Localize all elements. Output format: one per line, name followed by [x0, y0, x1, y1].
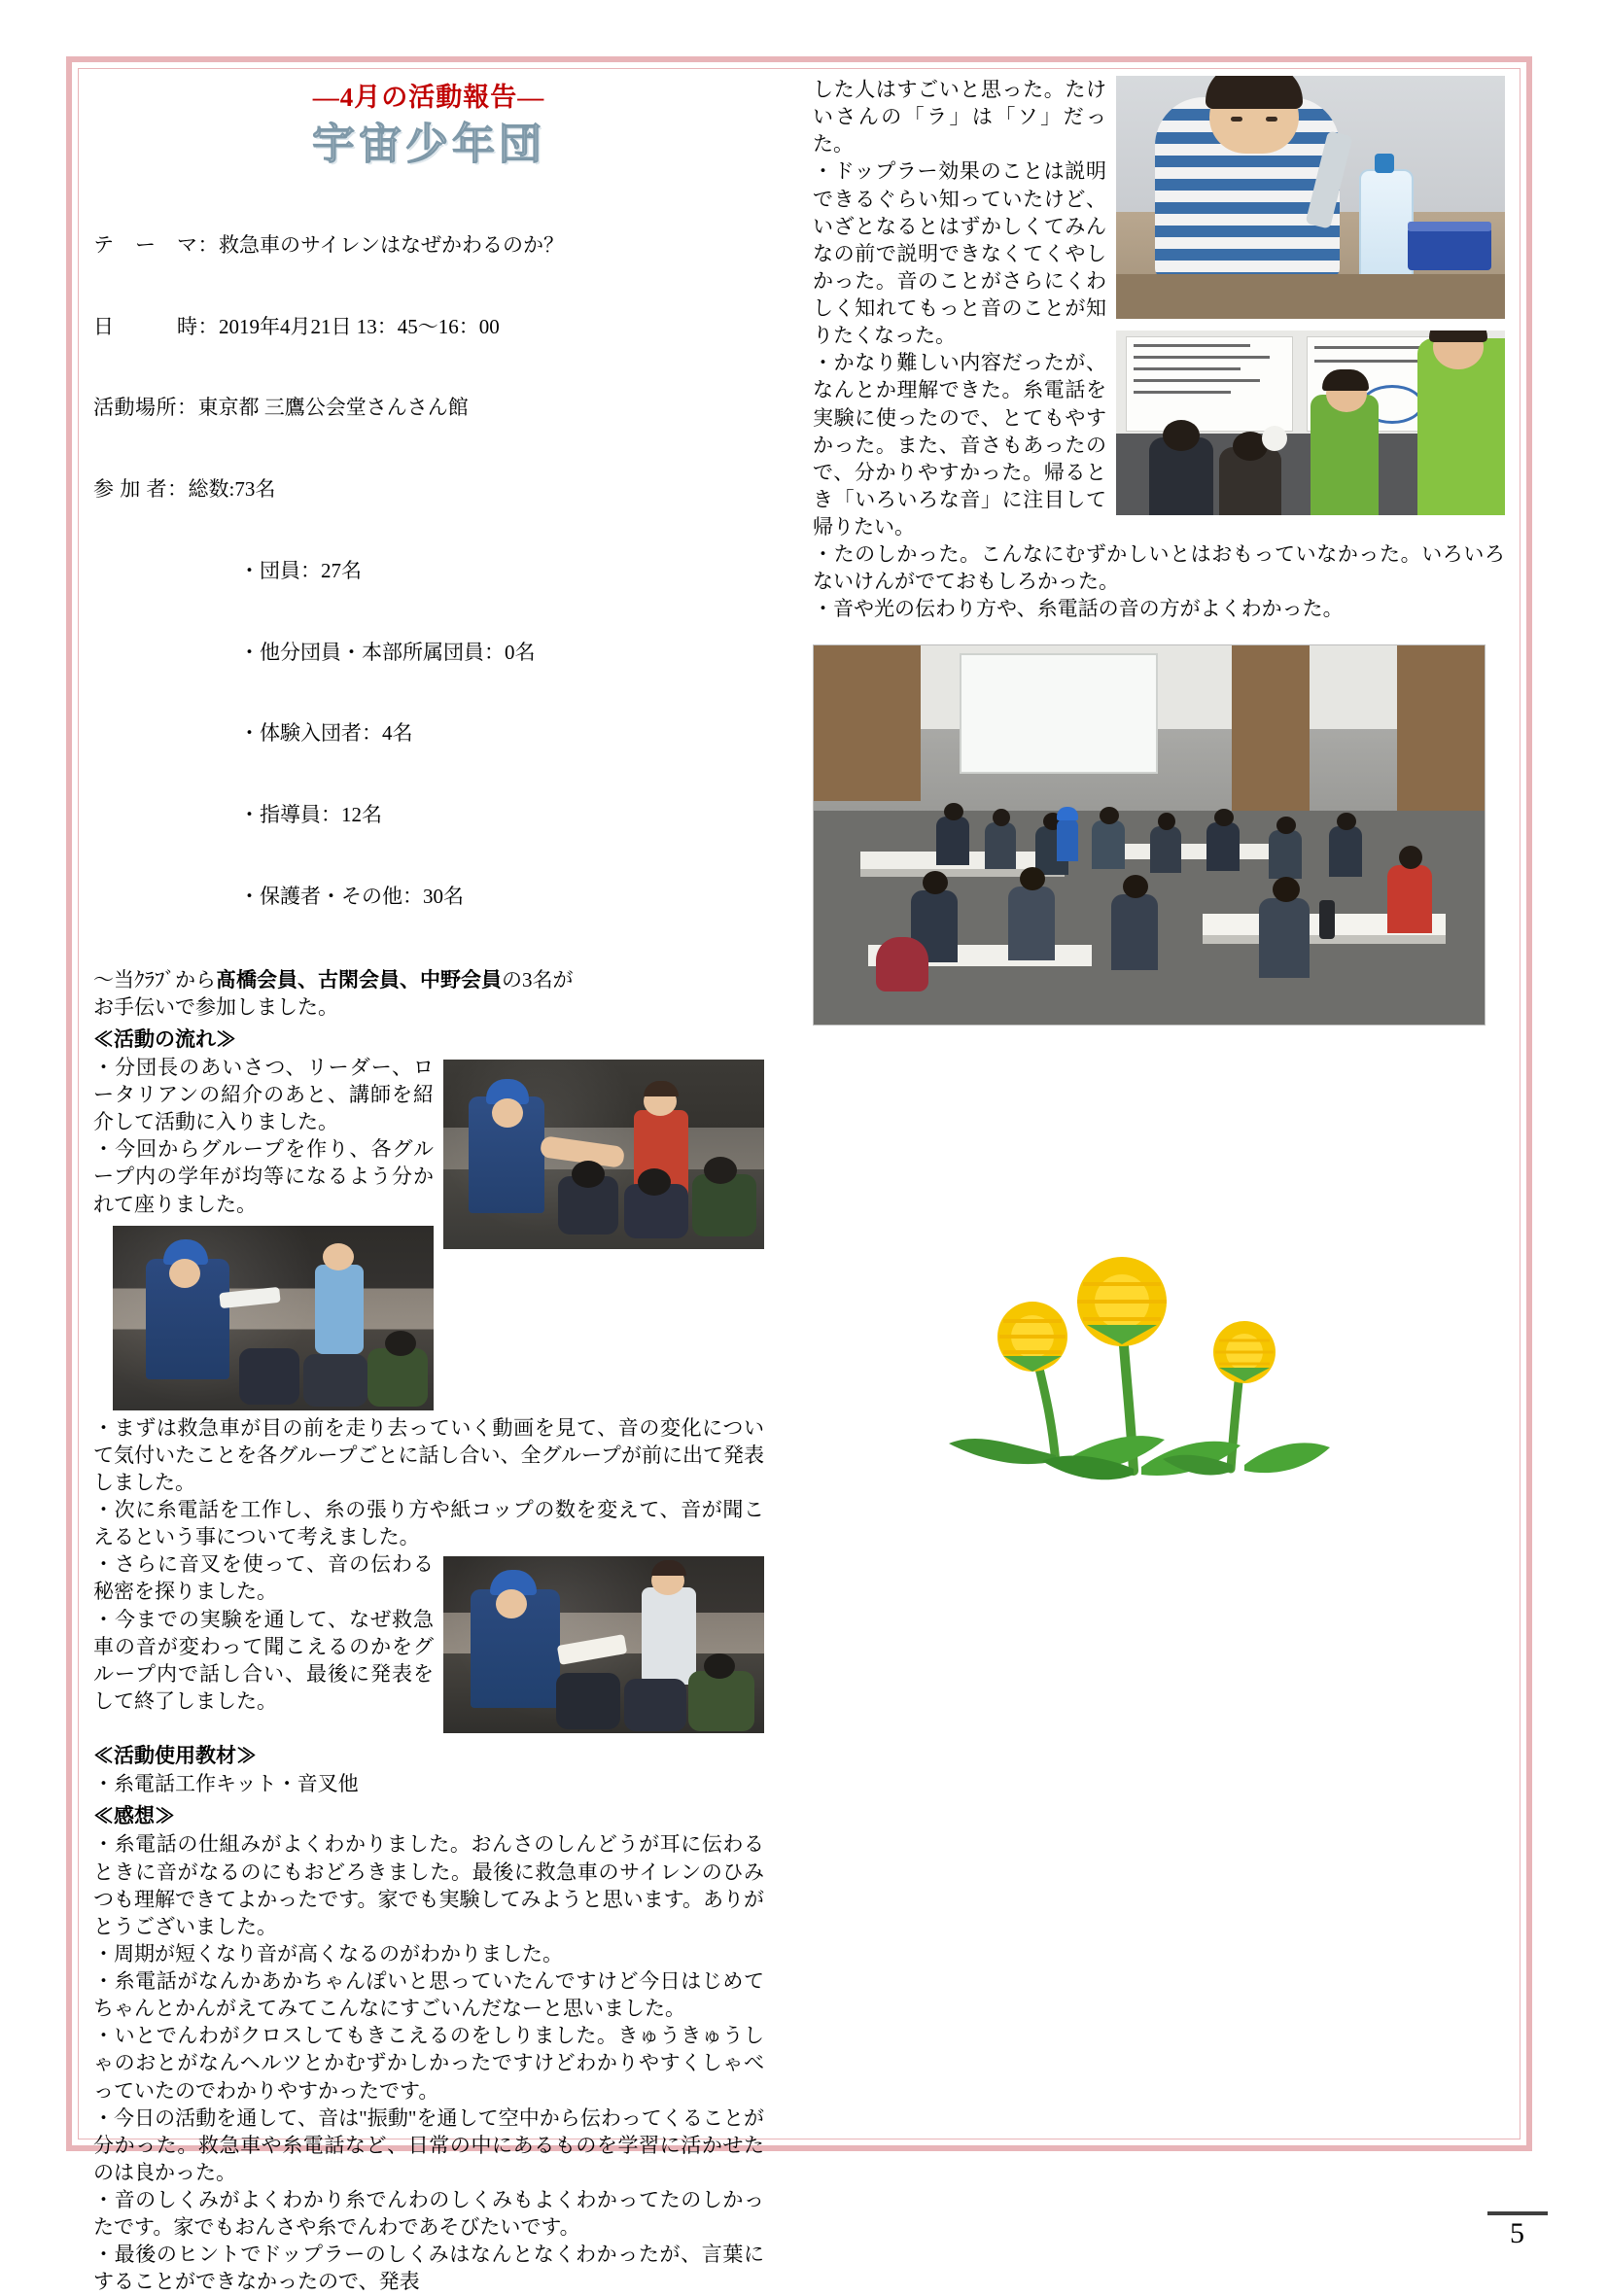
impression-left-5: ・音のしくみがよくわかり糸でんわのしくみもよくわかってたのしかったです。家でもおんさや糸でんわであそびたいです。: [93, 2188, 764, 2240]
meta-date-row: [93, 314, 764, 341]
section-heading-materials: ≪活動使用教材≫: [93, 1744, 257, 1768]
flow-item-0: ・分団長のあいさつ、リーダー、ロータリアンの紹介のあと、講師を紹介して活動に入りました。: [93, 1055, 434, 1134]
meta-theme-value: 救急車のサイレンはなぜかわるのか？: [219, 232, 565, 257]
club-note-prefix: ～当ｸﾗﾌﾞから: [93, 967, 216, 991]
impression-right-4: ・音や光の伝わり方や、糸電話の音の方がよくわかった。: [813, 597, 1344, 621]
club-helper-note: [93, 966, 764, 1021]
impression-right-3: ・たのしかった。こんなにむずかしいとはおもっていなかった。いろいろないけんがでておもしろかった。: [813, 542, 1505, 594]
page-columns: [93, 76, 1505, 2294]
meta-breakdown-4: [93, 884, 764, 911]
meta-participants-row: [93, 476, 764, 504]
photo-instructor-microphone: [113, 1226, 434, 1410]
photo-instructor-handout: [443, 1556, 764, 1733]
organization-logo: [93, 118, 764, 172]
meta-theme-row: [93, 232, 764, 260]
breakdown-item: ・団員：27名: [239, 558, 362, 582]
impression-right-1: ・ドップラー効果のことは説明できるぐらい知っていたけど、いざとなるとはずかしくてみんなの前で説明できなくてくやしかった。音のことがさらにくわしく知れてもっと音のことが知りたくなった。: [813, 159, 1106, 348]
club-note-line2: お手伝いで参加しました。: [93, 994, 338, 1019]
page-number: 5: [1510, 2217, 1524, 2249]
meta-place-row: [93, 395, 764, 422]
materials-item-0: ・糸電話工作キット・音叉他: [93, 1772, 359, 1796]
meta-date-label: 日 時：: [93, 314, 219, 338]
photo-whiteboard-group: [1116, 330, 1505, 515]
impression-left-1: ・周期が短くなり音が高くなるのがわかりました。: [93, 1941, 563, 1966]
meta-breakdown-1: [93, 640, 764, 667]
flow-item-3: ・次に糸電話を工作し、糸の張り方や紙コップの数を変えて、音が聞こえるという事について考えました。: [93, 1498, 764, 1549]
meta-date-value: 2019年4月21日 13：45～16：00: [219, 314, 500, 338]
breakdown-item: ・他分団員・本部所属団員：0名: [239, 640, 536, 664]
impression-left-2: ・糸電話がなんかあかちゃんぽいと思っていたんですけど今日はじめてちゃんとかんがえてみてこんなにすごいんだなーと思いました。: [93, 1969, 764, 2021]
meta-participants-value: 総数:73名: [188, 477, 276, 502]
page-title: ―4月の活動報告―: [312, 83, 545, 112]
section-heading-flow: ≪活動の流れ≫: [93, 1026, 236, 1051]
impression-left-3: ・いとでんわがクロスしてもきこえるのをしりました。きゅうきゅうしゃのおとがなんヘルツとかむずかしかったですけどわかりやすくしゃべっていたのでわかりやすかったです。: [93, 2024, 764, 2103]
meta-place-value: 東京都 三鷹公会堂さんさん館: [197, 396, 469, 420]
impression-left-4: ・今日の活動を通して、音は"振動"を通して空中から伝わってくることが分かった。救急車や糸電話など、日常の中にあるものを学習に活かせたのは良かった。: [93, 2105, 764, 2184]
left-column: [93, 76, 764, 2296]
breakdown-item: ・保護者・その他：30名: [239, 884, 464, 908]
section-heading-impressions: ≪感想≫: [93, 1804, 175, 1828]
meta-theme-label: テ ー マ：: [93, 232, 219, 257]
meta-place-label: 活動場所：: [93, 396, 198, 420]
flow-item-5: ・今までの実験を通して、なぜ救急車の音が変わって聞こえるのかをグループ内で話し合い、最後に発表をして終了しました。: [93, 1607, 434, 1713]
flow-text-with-photos: [93, 1054, 764, 1737]
club-note-names: 髙橋会員、古閑会員、中野会員: [216, 967, 502, 991]
photo-lecture-hall: [813, 644, 1486, 1026]
club-note-suffix: の3名が: [502, 967, 574, 991]
flow-item-2: ・まずは救急車が目の前を走り去っていく動画を見て、音の変化について気付いたことを各グループごとに話し合い、全グループが前に出て発表しました。: [93, 1415, 764, 1494]
flow-item-4: ・さらに音叉を使って、音の伝わる秘密を探りました。: [93, 1552, 434, 1604]
meta-breakdown-2: [93, 720, 764, 748]
meta-breakdown-0: [93, 558, 764, 585]
photo-instructor-greeting: [443, 1060, 764, 1249]
breakdown-item: ・体験入団者：4名: [239, 721, 413, 746]
page-number-rule: [1487, 2211, 1548, 2215]
right-column: [813, 76, 1505, 1482]
breakdown-item: ・指導員：12名: [239, 803, 382, 827]
meta-breakdown-3: [93, 802, 764, 829]
right-text-with-photos: [813, 76, 1505, 623]
logo-text: 宇宙少年団: [312, 120, 545, 169]
flow-item-1: ・今回からグループを作り、各グループ内の学年が均等になるよう分かれて座りました。: [93, 1137, 434, 1216]
meta-participants-label: 参 加 者：: [93, 477, 189, 502]
impression-left-6: ・最後のヒントでドップラーのしくみはなんとなくわかったが、言葉にすることができなかったので、発表: [93, 2243, 764, 2294]
photo-boy-with-bottle: [1116, 76, 1505, 319]
dandelion-illustration: [813, 1200, 1484, 1482]
flower-svg: [813, 1200, 1484, 1482]
impression-right-0: した人はすごいと思った。たけいさんの「ラ」は「ソ」だった。: [813, 78, 1106, 157]
impression-right-2: ・かなり難しい内容だったが、なんとか理解できた。糸電話を実験に使ったので、とてもやすかった。また、音さもあったので、分かりやすかった。帰るとき「いろいろな音」に注目して帰りたい。: [813, 351, 1106, 539]
impression-left-0: ・糸電話の仕組みがよくわかりました。おんさのしんどうが耳に伝わるときに音がなるのにもおどろきました。最後に救急車のサイレンのひみつも理解できてよかったです。家でも実験してみようと思います。ありがとうございました。: [93, 1832, 764, 1938]
activity-meta: [93, 178, 764, 965]
